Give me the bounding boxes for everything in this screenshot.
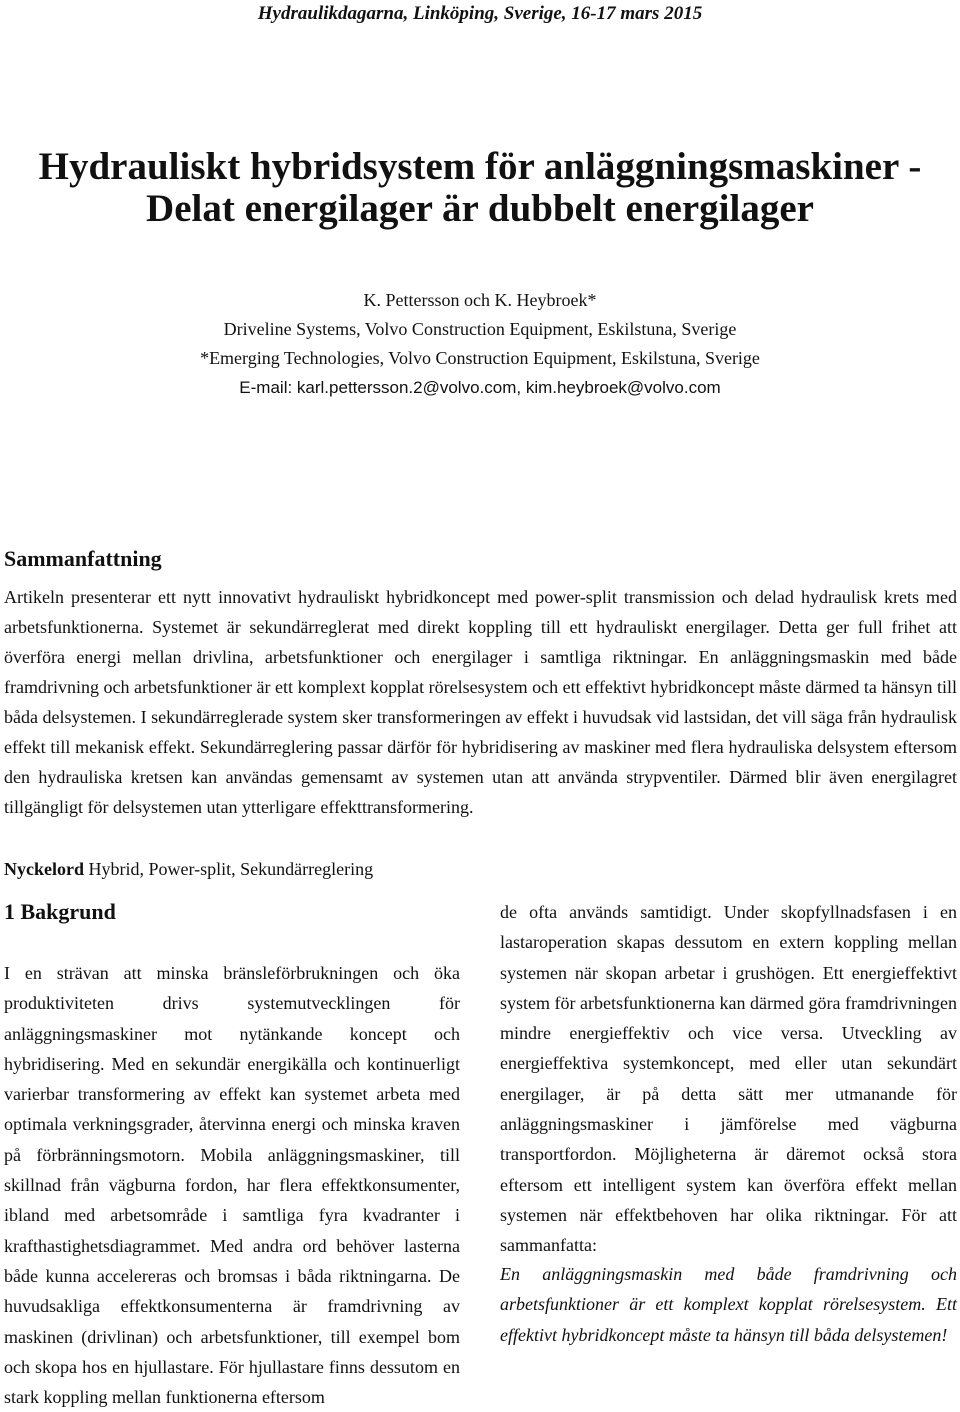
author-affiliation-1: Driveline Systems, Volvo Construction Equipment, Eskilstuna, Sverige [223,319,737,339]
author-names: K. Pettersson och K. Heybroek* [363,290,597,310]
body-text-left-column: I en strävan att minska bränsleförbrukningen och öka produktiviteten drivs systemutvecklingen för anläggningsmaskiner mot nytänkande koncept och hybridisering. Med en sekundär energikälla och kontinuerligt varierbar transformering av effekt kan systemet arbeta med optimala verkningsgrader, återvinna energi och minska kraven på förbränningsmotorn. Mobila anläggningsmaskiner, till skillnad från vägburna fordon, har flera effektkonsumenter, ibland med arbetsområde i samtliga fyra kvadranter i krafthastighetsdiagrammet. Med andra ord behöver lasterna både kunna accelereras och bromsas i båda riktningarna. De huvudsakliga effektkonsumenterna är framdrivning av maskinen (drivlinan) och arbetsfunktioner, till exempel bom och skopa hos en hjullastare. För hjullastare finns dessutom en stark koppling mellan funktionerna eftersom [4,963,460,1408]
body-text-right-column: de ofta används samtidigt. Under skopfyllnadsfasen i en lastaroperation skapas dessutom en extern koppling mellan systemen när skopan arbetar i grushögen. Ett energieffektivt system för arbetsfunktionerna kan därmed göra framdrivningen mindre energieffektiv och vice versa. Utveckling av energieffektiva systemkoncept, med eller utan sekundärt energilager, är på detta sätt mer utmanande för anläggningsmaskiner i jämförelse med vägburna transportfordon. Möjligheterna är däremot också stora eftersom ett intelligent system kan överföra effekt mellan systemen när effektbehoven har olika riktningar. För att sammanfatta: [500,902,957,1256]
author-block [0,286,960,402]
conference-header: Hydraulikdagarna, Linköping, Sverige, 16-17 mars 2015 [257,3,703,24]
author-affiliation-2: *Emerging Technologies, Volvo Construction Equipment, Eskilstuna, Sverige [200,348,760,368]
paper-title [0,146,960,230]
summary-quote: En anläggningsmaskin med både framdrivning och arbetsfunktioner är ett komplext kopplat rörelsesystem. Ett effektivt hybridkoncept måste ta hänsyn till båda delsystemen! [500,1264,957,1345]
section-heading-bakgrund: 1 Bakgrund [4,899,116,924]
keywords-label: Nyckelord [4,859,84,879]
author-email: E-mail: karl.pettersson.2@volvo.com, kim.heybroek@volvo.com [239,378,721,397]
abstract-heading: Sammanfattning [4,546,162,571]
abstract-body: Artikeln presenterar ett nytt innovativt hydrauliskt hybridkoncept med power-split transmission och delad hydraulisk krets med arbetsfunktionerna. Systemet är sekundärreglerat med direkt koppling till ett hydrauliskt energilager. Detta ger full frihet att överföra energi mellan drivlina, arbetsfunktioner och energilager i samtliga riktningar. En anläggningsmaskin med både framdrivning och arbetsfunktioner är ett komplext kopplat rörelsesystem och ett effektivt hybridkoncept måste därmed ta hänsyn till båda delsystemen. I sekundärreglerade system sker transformeringen av effekt i huvudsak vid lastsidan, det vill säga från hydraulisk effekt till mekanisk effekt. Sekundärreglering passar därför för hybridisering av maskiner med flera hydrauliska delsystem eftersom den hydrauliska kretsen kan användas gemensamt av systemen utan att använda strypventiler. Därmed blir även energilagret tillgängligt för delsystemen utan ytterligare effekttransformering. [4,587,957,817]
paper-title-line-2: Delat energilager är dubbelt energilager [146,187,814,230]
keywords-value: Hybrid, Power-split, Sekundärreglering [88,859,374,879]
keywords-line [4,855,373,883]
paper-title-line-1: Hydrauliskt hybridsystem för anläggningsmaskiner - [38,145,922,188]
